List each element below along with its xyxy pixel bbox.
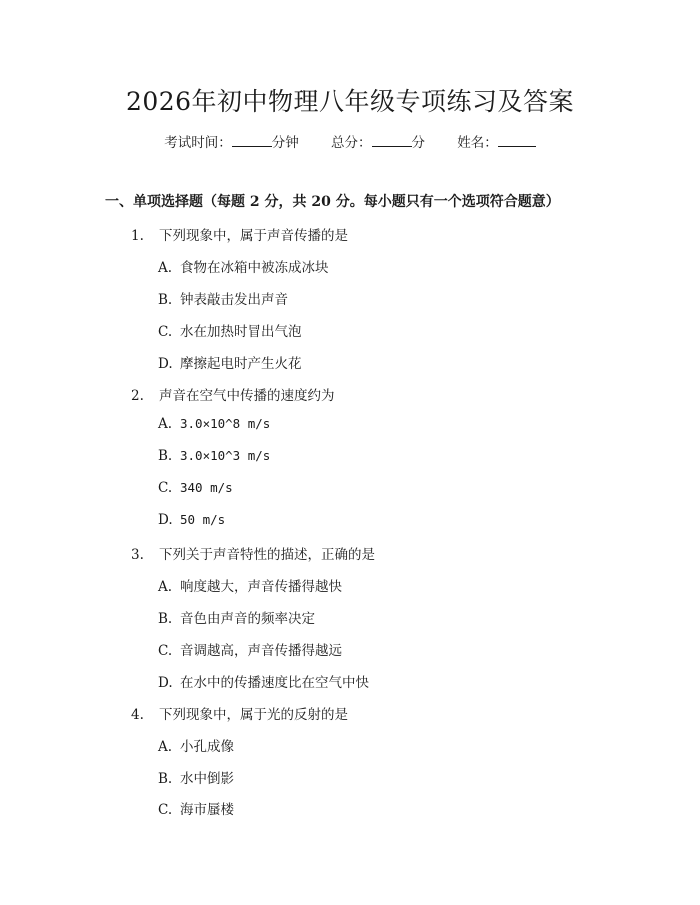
- option-text: 食物在冰箱中被冻成冰块: [180, 260, 329, 276]
- option-item: [158, 639, 342, 659]
- option-item: [158, 256, 329, 276]
- question-stem: [131, 703, 348, 723]
- option-letter: A.: [158, 260, 173, 276]
- option-text: 响度越大，声音传播得越快: [180, 579, 342, 595]
- option-letter: C.: [158, 643, 173, 659]
- name-field: [457, 131, 536, 151]
- option-text: 水中倒影: [180, 771, 234, 787]
- question-number: 1.: [131, 228, 144, 244]
- option-letter: D.: [158, 512, 173, 528]
- option-item: [158, 767, 234, 787]
- option-item: [158, 512, 225, 528]
- exam-meta-line: [0, 131, 700, 151]
- option-letter: C.: [158, 480, 173, 496]
- question-text: 下列关于声音特性的描述，正确的是: [159, 547, 375, 563]
- option-letter: C.: [158, 324, 173, 340]
- name-label: 姓名：: [457, 135, 498, 151]
- option-letter: B.: [158, 771, 173, 787]
- option-letter: B.: [158, 292, 173, 308]
- name-blank: [498, 133, 536, 147]
- exam-time-blank: [232, 133, 272, 147]
- exam-time-label: 考试时间：: [164, 135, 232, 151]
- question-text: 下列现象中，属于光的反射的是: [159, 707, 348, 723]
- option-text: 小孔成像: [180, 739, 234, 755]
- option-text: 摩擦起电时产生火花: [180, 356, 302, 372]
- option-text: 水在加热时冒出气泡: [180, 324, 302, 340]
- option-letter: B.: [158, 611, 173, 627]
- total-score-label: 总分：: [331, 135, 372, 151]
- section-heading: 一、单项选择题（每题 2 分，共 20 分。每小题只有一个选项符合题意）: [105, 194, 560, 210]
- option-item: [158, 448, 270, 464]
- option-letter: D.: [158, 356, 173, 372]
- question-text: 声音在空气中传播的速度约为: [159, 388, 335, 404]
- option-letter: A.: [158, 416, 173, 432]
- question-number: 4.: [131, 707, 144, 723]
- option-text: 音色由声音的频率决定: [180, 611, 315, 627]
- option-item: [158, 416, 270, 432]
- option-letter: C.: [158, 802, 173, 818]
- option-text: 在水中的传播速度比在空气中快: [180, 675, 369, 691]
- option-item: [158, 320, 302, 340]
- document-title: 2026年初中物理八年级专项练习及答案: [125, 87, 575, 116]
- option-item: [158, 735, 234, 755]
- option-text: 340 m/s: [180, 480, 233, 495]
- option-text: 50 m/s: [180, 512, 226, 527]
- question-stem: [131, 224, 348, 244]
- option-item: [158, 480, 233, 496]
- option-item: [158, 671, 369, 691]
- option-text: 钟表敲击发出声音: [180, 292, 288, 308]
- option-item: [158, 352, 302, 372]
- option-item: [158, 288, 288, 308]
- option-item: [158, 607, 315, 627]
- question-number: 3.: [131, 547, 144, 563]
- question-text: 下列现象中，属于声音传播的是: [159, 228, 348, 244]
- option-text: 海市蜃楼: [180, 802, 234, 818]
- question-stem: [131, 543, 375, 563]
- exam-time-unit: 分钟: [271, 135, 299, 151]
- question-number: 2.: [131, 388, 144, 404]
- total-score-unit: 分: [411, 135, 425, 151]
- option-item: [158, 798, 234, 818]
- exam-time-field: [164, 131, 299, 151]
- option-item: [158, 575, 342, 595]
- option-letter: A.: [158, 739, 173, 755]
- question-stem: [131, 384, 335, 404]
- option-letter: D.: [158, 675, 173, 691]
- total-score-field: [331, 131, 425, 151]
- total-score-blank: [372, 133, 412, 147]
- option-text: 音调越高，声音传播得越远: [180, 643, 342, 659]
- option-text: 3.0×10^3 m/s: [180, 448, 271, 463]
- option-letter: A.: [158, 579, 173, 595]
- option-text: 3.0×10^8 m/s: [180, 416, 271, 431]
- option-letter: B.: [158, 448, 173, 464]
